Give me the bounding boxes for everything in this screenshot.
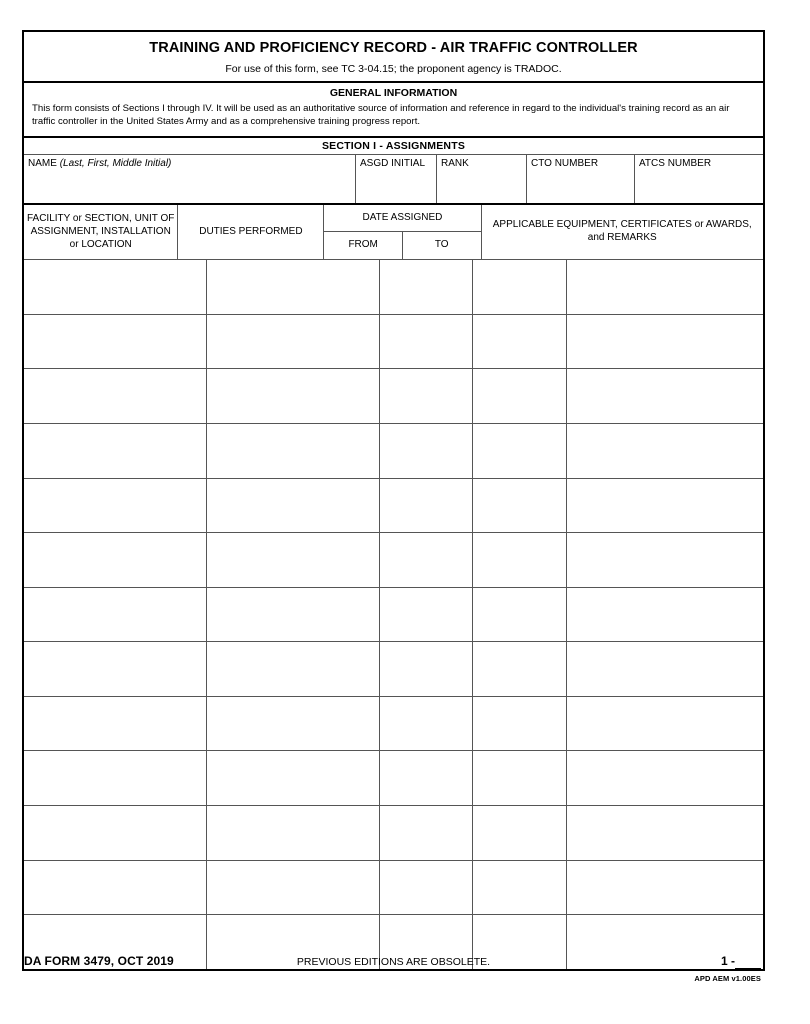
cell-duties[interactable] (207, 424, 380, 478)
table-column-headers (24, 205, 763, 260)
column-header-from: FROM (324, 232, 403, 259)
section-i-header: SECTION I - ASSIGNMENTS (24, 138, 763, 155)
cell-duties[interactable] (207, 697, 380, 751)
cell-duties[interactable] (207, 479, 380, 533)
form-subtitle: For use of this form, see TC 3-04.15; the proponent agency is TRADOC. (225, 62, 562, 75)
rank-label: RANK (441, 158, 469, 170)
cell-date-to[interactable] (473, 642, 567, 696)
page-total-rule (735, 968, 761, 969)
table-row (24, 861, 763, 916)
rank-field[interactable] (437, 155, 527, 203)
cell-equipment[interactable] (567, 424, 763, 478)
form-outer-border (22, 30, 765, 971)
table-row (24, 424, 763, 479)
cell-date-to[interactable] (473, 533, 567, 587)
cell-equipment[interactable] (567, 479, 763, 533)
table-row (24, 751, 763, 806)
cell-date-to[interactable] (473, 697, 567, 751)
cell-date-from[interactable] (380, 751, 473, 805)
assignments-table-body (24, 260, 763, 969)
cell-date-from[interactable] (380, 642, 473, 696)
table-row (24, 479, 763, 534)
cell-equipment[interactable] (567, 260, 763, 314)
cell-duties[interactable] (207, 369, 380, 423)
cell-date-from[interactable] (380, 315, 473, 369)
cto-number-label: CTO NUMBER (531, 158, 599, 170)
cell-equipment[interactable] (567, 806, 763, 860)
name-label: NAME (Last, First, Middle Initial) (28, 158, 172, 170)
cell-duties[interactable] (207, 315, 380, 369)
page-number: 1 - (720, 954, 735, 968)
general-information-heading: GENERAL INFORMATION (329, 87, 458, 100)
cell-equipment[interactable] (567, 751, 763, 805)
table-row (24, 260, 763, 315)
cell-date-from[interactable] (380, 697, 473, 751)
cell-facility[interactable] (24, 751, 207, 805)
cell-date-to[interactable] (473, 424, 567, 478)
cell-date-to[interactable] (473, 260, 567, 314)
cell-facility[interactable] (24, 424, 207, 478)
cell-facility[interactable] (24, 642, 207, 696)
table-row (24, 642, 763, 697)
cto-number-field[interactable] (527, 155, 635, 203)
cell-facility[interactable] (24, 260, 207, 314)
cell-equipment[interactable] (567, 369, 763, 423)
apd-version-label: APD AEM v1.00ES (694, 974, 761, 983)
identity-row (24, 155, 763, 205)
column-header-equipment: APPLICABLE EQUIPMENT, CERTIFICATES or AWARDS, and REMARKS (492, 219, 752, 244)
table-row (24, 806, 763, 861)
cell-date-from[interactable] (380, 861, 473, 915)
cell-facility[interactable] (24, 315, 207, 369)
cell-equipment[interactable] (567, 533, 763, 587)
column-header-facility: FACILITY or SECTION, UNIT OF ASSIGNMENT, INSTALLATION or LOCATION (24, 205, 178, 259)
cell-equipment[interactable] (567, 697, 763, 751)
cell-duties[interactable] (207, 642, 380, 696)
cell-facility[interactable] (24, 479, 207, 533)
cell-date-to[interactable] (473, 588, 567, 642)
table-row (24, 588, 763, 643)
cell-equipment[interactable] (567, 315, 763, 369)
cell-date-to[interactable] (473, 806, 567, 860)
column-header-date-assigned-label: DATE ASSIGNED (324, 206, 480, 232)
column-header-date-assigned (324, 205, 481, 259)
cell-date-from[interactable] (380, 588, 473, 642)
cell-facility[interactable] (24, 369, 207, 423)
cell-duties[interactable] (207, 806, 380, 860)
name-field[interactable] (24, 155, 356, 203)
column-header-duties: DUTIES PERFORMED (178, 205, 324, 259)
cell-duties[interactable] (207, 751, 380, 805)
cell-equipment[interactable] (567, 588, 763, 642)
asgd-initial-field[interactable] (356, 155, 437, 203)
atcs-number-label: ATCS NUMBER (639, 158, 712, 170)
cell-facility[interactable] (24, 861, 207, 915)
cell-date-to[interactable] (473, 479, 567, 533)
cell-facility[interactable] (24, 533, 207, 587)
cell-duties[interactable] (207, 588, 380, 642)
atcs-number-field[interactable] (635, 155, 763, 203)
cell-date-from[interactable] (380, 369, 473, 423)
table-row (24, 315, 763, 370)
general-information-body: This form consists of Sections I through IV. It will be used as an authoritative source of information and reference in regard to the individual's training record as an air traffic controller in the United States Army and as a comprehensive training progress report. (24, 102, 763, 138)
column-header-date-subrow (324, 232, 480, 259)
cell-date-from[interactable] (380, 479, 473, 533)
cell-date-from[interactable] (380, 424, 473, 478)
form-id-label: DA FORM 3479, OCT 2019 (24, 954, 174, 968)
cell-facility[interactable] (24, 697, 207, 751)
cell-date-from[interactable] (380, 806, 473, 860)
cell-duties[interactable] (207, 260, 380, 314)
column-header-to: TO (434, 238, 449, 250)
cell-date-to[interactable] (473, 751, 567, 805)
table-row (24, 533, 763, 588)
cell-facility[interactable] (24, 806, 207, 860)
cell-date-from[interactable] (380, 260, 473, 314)
cell-facility[interactable] (24, 588, 207, 642)
cell-equipment[interactable] (567, 861, 763, 915)
asgd-initial-label: ASGD INITIAL (360, 158, 426, 170)
cell-date-to[interactable] (473, 315, 567, 369)
cell-date-to[interactable] (473, 369, 567, 423)
cell-date-to[interactable] (473, 861, 567, 915)
title-block (24, 32, 763, 83)
table-row (24, 369, 763, 424)
cell-duties[interactable] (207, 533, 380, 587)
page-title: TRAINING AND PROFICIENCY RECORD - AIR TRAFFIC CONTROLLER (149, 40, 638, 56)
cell-duties[interactable] (207, 861, 380, 915)
table-row (24, 697, 763, 752)
cell-equipment[interactable] (567, 642, 763, 696)
form-footer (22, 952, 765, 992)
previous-editions-note: PREVIOUS EDITIONS ARE OBSOLETE. (296, 956, 491, 968)
cell-date-from[interactable] (380, 533, 473, 587)
